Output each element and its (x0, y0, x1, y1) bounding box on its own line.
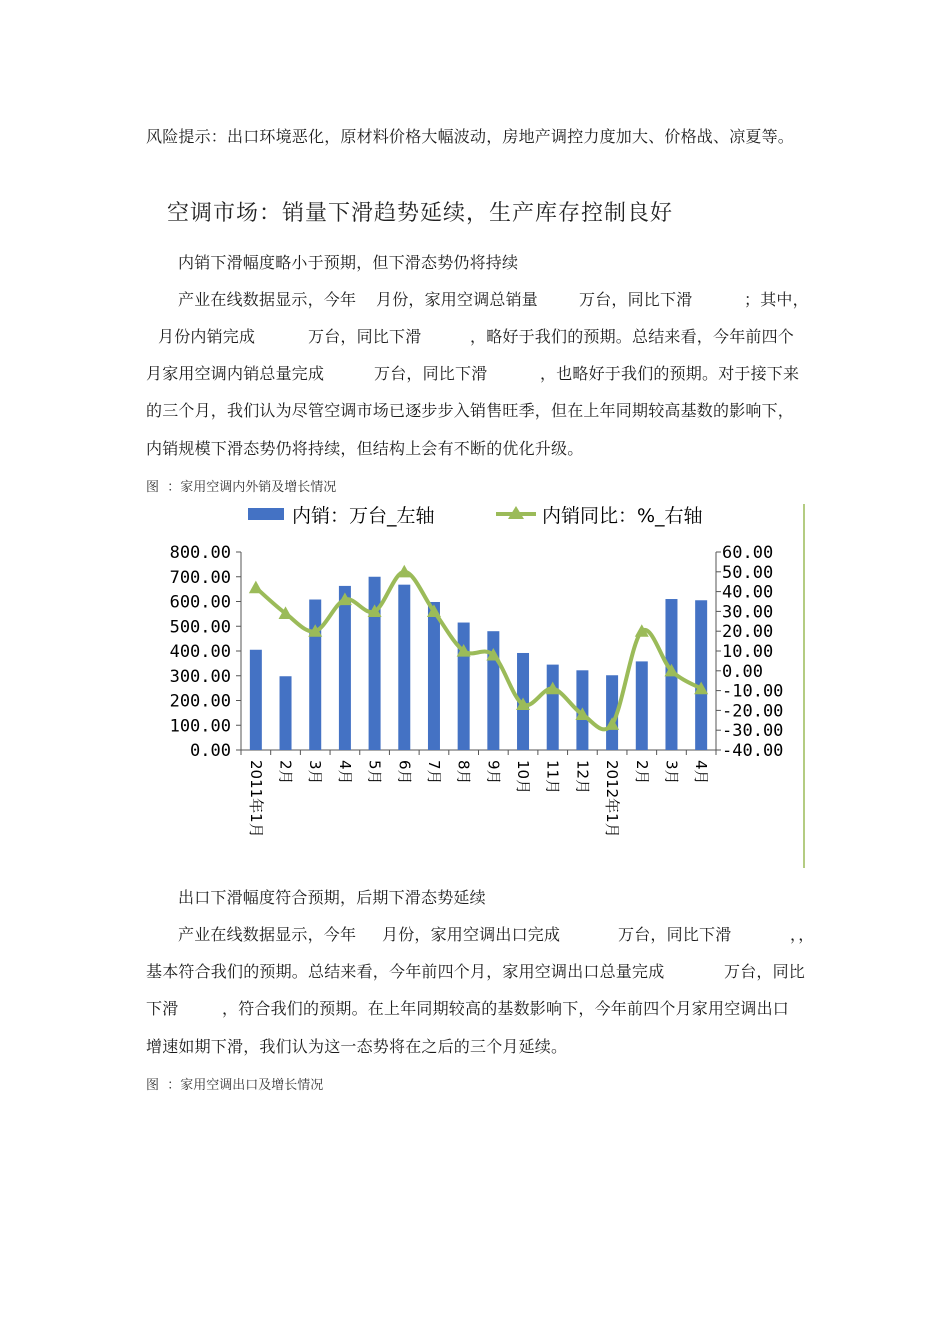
right-axis-tick-label: 60.00 (722, 543, 774, 563)
x-axis-category-label: 8月 (454, 760, 473, 785)
text-fragment: 月份，家用空调总销量 (376, 290, 539, 309)
text-fragment: 月家用空调内销总量完成 (146, 364, 325, 383)
left-axis-tick-label: 200.00 (169, 691, 231, 712)
x-axis-category-label: 2012年1月 (603, 760, 622, 838)
chart-legend (248, 505, 703, 527)
domestic-sales-chart (140, 500, 810, 872)
text-fragment: ，符合我们的预期。在上年同期较高的基数影响下，今年前四个月家用空调出口 (222, 999, 790, 1018)
x-axis-category-label: 9月 (484, 760, 503, 785)
right-axis-tick-label: -40.00 (722, 741, 784, 761)
right-axis-tick-label: -10.00 (722, 681, 784, 702)
text-fragment: 月份内销完成 (158, 327, 256, 346)
text-fragment: ，， (790, 925, 815, 944)
text-fragment: 基本符合我们的预期。总结来看，今年前四个月，家用空调出口总量完成 (146, 962, 665, 981)
point-domestic-yoy (397, 565, 411, 578)
text-fragment: 月份，家用空调出口完成 (382, 925, 561, 944)
x-axis-category-label: 5月 (365, 760, 384, 785)
bar-domestic-sales (547, 665, 559, 750)
text-fragment: ，略好于我们的预期。总结来看，今年前四个 (470, 327, 795, 346)
text-fragment: 万台，同比下滑 (308, 327, 422, 346)
bar-domestic-sales (339, 586, 351, 750)
bar-domestic-sales (695, 600, 707, 750)
x-axis-category-label: 2月 (632, 760, 651, 785)
risk-note: 风险提示：出口环境恶化，原材料价格大幅波动，房地产调控力度加大、价格战、凉夏等。 (146, 127, 795, 146)
text-fragment: ，也略好于我们的预期。对于接下来 (540, 364, 800, 383)
text-fragment: 万台，同比下滑 (618, 925, 732, 944)
left-axis-tick-label: 600.00 (169, 592, 231, 613)
text-fragment: 万台，同比下滑 (374, 364, 488, 383)
bar-domestic-sales (636, 661, 648, 750)
left-axis-tick-label: 100.00 (169, 716, 231, 737)
x-axis-category-label: 4月 (335, 760, 354, 785)
x-axis-category-label: 2011年1月 (246, 760, 265, 838)
left-axis-tick-label: 0.00 (190, 741, 231, 761)
left-axis-tick-label: 800.00 (169, 543, 231, 563)
right-axis-tick-label: 50.00 (722, 562, 774, 583)
text-fragment: 万台，同比 (724, 962, 806, 981)
legend-label-line: 内销同比：%_右轴 (542, 505, 703, 527)
right-axis-tick-label: 0.00 (722, 661, 763, 682)
right-axis-tick-label: -30.00 (722, 721, 784, 742)
text-fragment: 增速如期下滑，我们认为这一态势将在之后的三个月延续。 (146, 1037, 568, 1056)
line-domestic-yoy (256, 572, 701, 730)
bar-domestic-sales (250, 650, 262, 750)
x-axis-category-label: 7月 (424, 760, 443, 785)
left-axis-tick-label: 700.00 (169, 567, 231, 588)
x-axis-category-label: 4月 (692, 760, 711, 785)
x-axis-category-label: 12月 (573, 760, 592, 795)
figure-caption-2: 图 ：家用空调出口及增长情况 (146, 1078, 324, 1093)
figure-caption-1: 图 ：家用空调内外销及增长情况 (146, 480, 337, 495)
left-axis-tick-label: 400.00 (169, 642, 231, 662)
subheading-domestic: 内销下滑幅度略小于预期，但下滑态势仍将持续 (178, 253, 519, 272)
legend-label-bar: 内销：万台_左轴 (292, 505, 435, 527)
bar-domestic-sales (309, 600, 321, 750)
subheading-export: 出口下滑幅度符合预期，后期下滑态势延续 (178, 888, 486, 907)
x-axis-category-label: 11月 (543, 760, 562, 795)
right-axis-tick-label: 30.00 (722, 602, 774, 623)
bar-domestic-sales (398, 585, 410, 750)
text-fragment: 万台，同比下滑 (579, 290, 693, 309)
bar-domestic-sales (369, 577, 381, 750)
x-axis-category-label: 3月 (306, 760, 325, 785)
x-axis-category-label: 3月 (662, 760, 681, 785)
left-axis-tick-label: 500.00 (169, 617, 231, 638)
left-axis-tick-label: 300.00 (169, 666, 231, 687)
bar-domestic-sales (280, 676, 292, 750)
text-fragment: ；其中， (744, 290, 809, 309)
text-fragment: 产业在线数据显示，今年 (178, 290, 357, 309)
x-axis-category-label: 6月 (395, 760, 414, 785)
text-fragment: 内销规模下滑态势仍将持续，但结构上会有不断的优化升级。 (146, 439, 584, 458)
right-axis-tick-label: 40.00 (722, 582, 774, 603)
section-title: 空调市场：销量下滑趋势延续，生产库存控制良好 (167, 201, 674, 226)
bar-domestic-sales (458, 623, 470, 750)
text-fragment: 的三个月，我们认为尽管空调市场已逐步步入销售旺季，但在上年同期较高基数的影响下， (146, 401, 795, 420)
chart-svg (140, 500, 810, 872)
x-axis-category-label: 2月 (276, 760, 295, 785)
text-fragment: 产业在线数据显示，今年 (178, 925, 357, 944)
right-axis-tick-label: -20.00 (722, 701, 784, 722)
text-fragment: 下滑 (146, 999, 179, 1018)
x-axis-category-label: 10月 (514, 760, 533, 795)
legend-swatch-bar (248, 508, 284, 520)
bar-domestic-sales (428, 602, 440, 750)
right-axis-tick-label: 20.00 (722, 622, 774, 643)
point-domestic-yoy (249, 581, 263, 594)
right-axis-tick-label: 10.00 (722, 642, 774, 662)
